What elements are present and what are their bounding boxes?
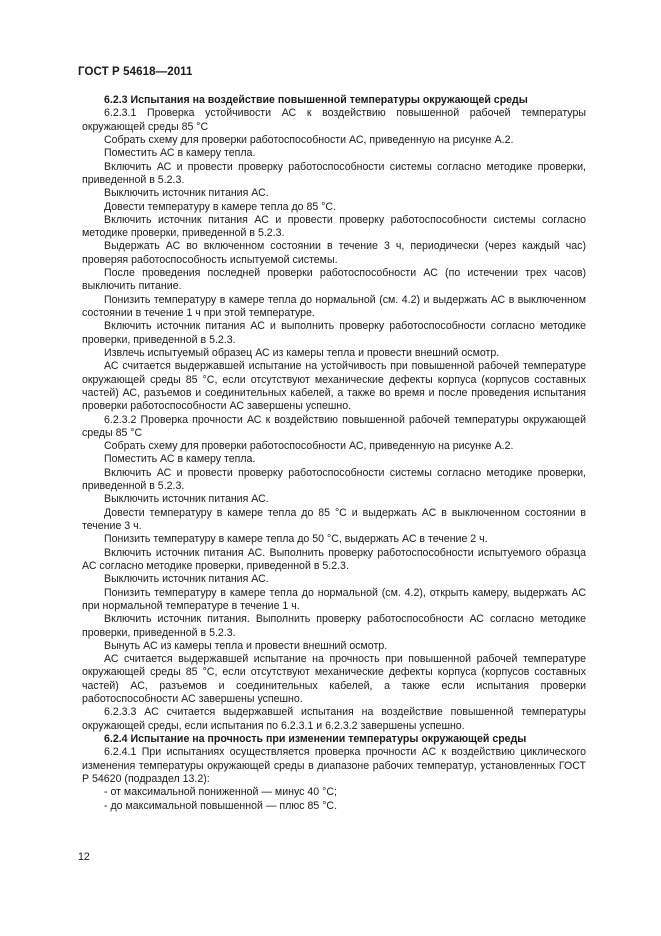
paragraph: Понизить температуру в камере тепла до нормальной (см. 4.2), открыть камеру, выдержать АС при нормальной температуре в течение 1 ч. (82, 586, 586, 612)
paragraph: Выдержать АС во включенном состоянии в течение 3 ч, периодически (через каждый час) проверяя работоспособность испытуемой системы. (82, 240, 586, 266)
document-body (82, 94, 586, 813)
section-heading-6-2-3: 6.2.3 Испытания на воздействие повышенной температуры окружающей среды (104, 94, 528, 106)
paragraph: Поместить АС в камеру тепла. (104, 453, 256, 466)
paragraph: Выключить источник питания АС. (104, 187, 269, 200)
paragraph: Довести температуру в камере тепла до 85 °С и выдержать АС в выключенном состоянии в течение 3 ч. (82, 506, 586, 532)
paragraph: Выключить источник питания АС. (104, 573, 269, 586)
paragraph: Довести температуру в камере тепла до 85 °С. (104, 200, 337, 213)
paragraph: Включить источник питания АС и провести проверку работоспособности системы согласно методике проверки, приведенной в 5.2.3. (82, 213, 586, 240)
paragraph: Включить АС и провести проверку работоспособности системы согласно методике проверки, приведенной в 5.2.3. (82, 466, 586, 493)
paragraph: 6.2.3.1 Проверка устойчивости АС к воздействию повышенной рабочей температуры окружающей среды 85 °С (82, 107, 586, 133)
paragraph: АС считается выдержавшей испытание на прочность при повышенной рабочей температуре окружающей среды 85 °С, если отсутствуют механические дефекты корпуса (корпусов составных частей) АС, разъемов и соединительных кабелей, а также если испытания проверки работоспособности АС завершены успешно. (82, 653, 586, 706)
paragraph: Поместить АС в камеру тепла. (104, 147, 256, 160)
paragraph: 6.2.3.3 АС считается выдержавшей испытания на воздействие повышенной температуры окружающей среды, если испытания по 6.2.3.1 и 6.2.3.2 завершены успешно. (82, 706, 586, 732)
page-number: 12 (78, 851, 90, 863)
paragraph: Понизить температуру в камере тепла до 50 °С, выдержать АС в течение 2 ч. (104, 533, 488, 546)
paragraph: Извлечь испытуемый образец АС из камеры тепла и провести внешний осмотр. (104, 346, 500, 359)
paragraph: Включить источник питания. Выполнить проверку работоспособности АС согласно методике проверки, приведенной в 5.2.3. (82, 613, 586, 639)
paragraph: АС считается выдержавшей испытание на устойчивость при повышенной рабочей температуре окружающей среды 85 °С, если отсутствуют механические дефекты корпуса (корпусов составных частей) АС, разъемов и соединительных кабелей, а также во время и после проведения испытания проверки работоспособности АС завершены успешно. (82, 360, 586, 413)
paragraph: 6.2.3.2 Проверка прочности АС к воздействию повышенной рабочей температуры окружающей среды 85 °С (82, 413, 586, 439)
document-header: ГОСТ Р 54618—2011 (78, 66, 193, 78)
paragraph: Выключить источник питания АС. (104, 493, 269, 506)
paragraph: Вынуть АС из камеры тепла и провести внешний осмотр. (104, 639, 388, 652)
paragraph: 6.2.4.1 При испытаниях осуществляется проверка прочности АС к воздействию циклического изменения температуры окружающей среды в диапазоне рабочих температур, установленных ГОСТ Р 54620 (подраздел 13.2): (82, 746, 586, 785)
paragraph: После проведения последней проверки работоспособности АС (по истечении трех часов) выключить питание. (82, 267, 586, 293)
paragraph: Собрать схему для проверки работоспособности АС, приведенную на рисунке А.2. (104, 133, 514, 146)
paragraph: Включить АС и провести проверку работоспособности системы согласно методике проверки, приведенной в 5.2.3. (82, 160, 586, 186)
paragraph: Собрать схему для проверки работоспособности АС, приведенную на рисунке А.2. (104, 440, 514, 453)
paragraph: Включить источник питания АС. Выполнить проверку работоспособности испытуемого образца АС согласно методике проверки, приведенной в 5.2.3. (82, 546, 586, 572)
list-item: - от максимальной пониженной — минус 40 °С; (104, 786, 337, 799)
section-heading-6-2-4: 6.2.4 Испытание на прочность при изменении температуры окружающей среды (104, 733, 527, 745)
paragraph: Понизить температуру в камере тепла до нормальной (см. 4.2) и выдержать АС в выключенном состоянии в течение 1 ч при этой температуре. (82, 293, 586, 319)
paragraph: Включить источник питания АС и выполнить проверку работоспособности согласно методике проверки, приведенной в 5.2.3. (82, 320, 586, 346)
list-item: - до максимальной повышенной — плюс 85 °С. (104, 799, 338, 812)
